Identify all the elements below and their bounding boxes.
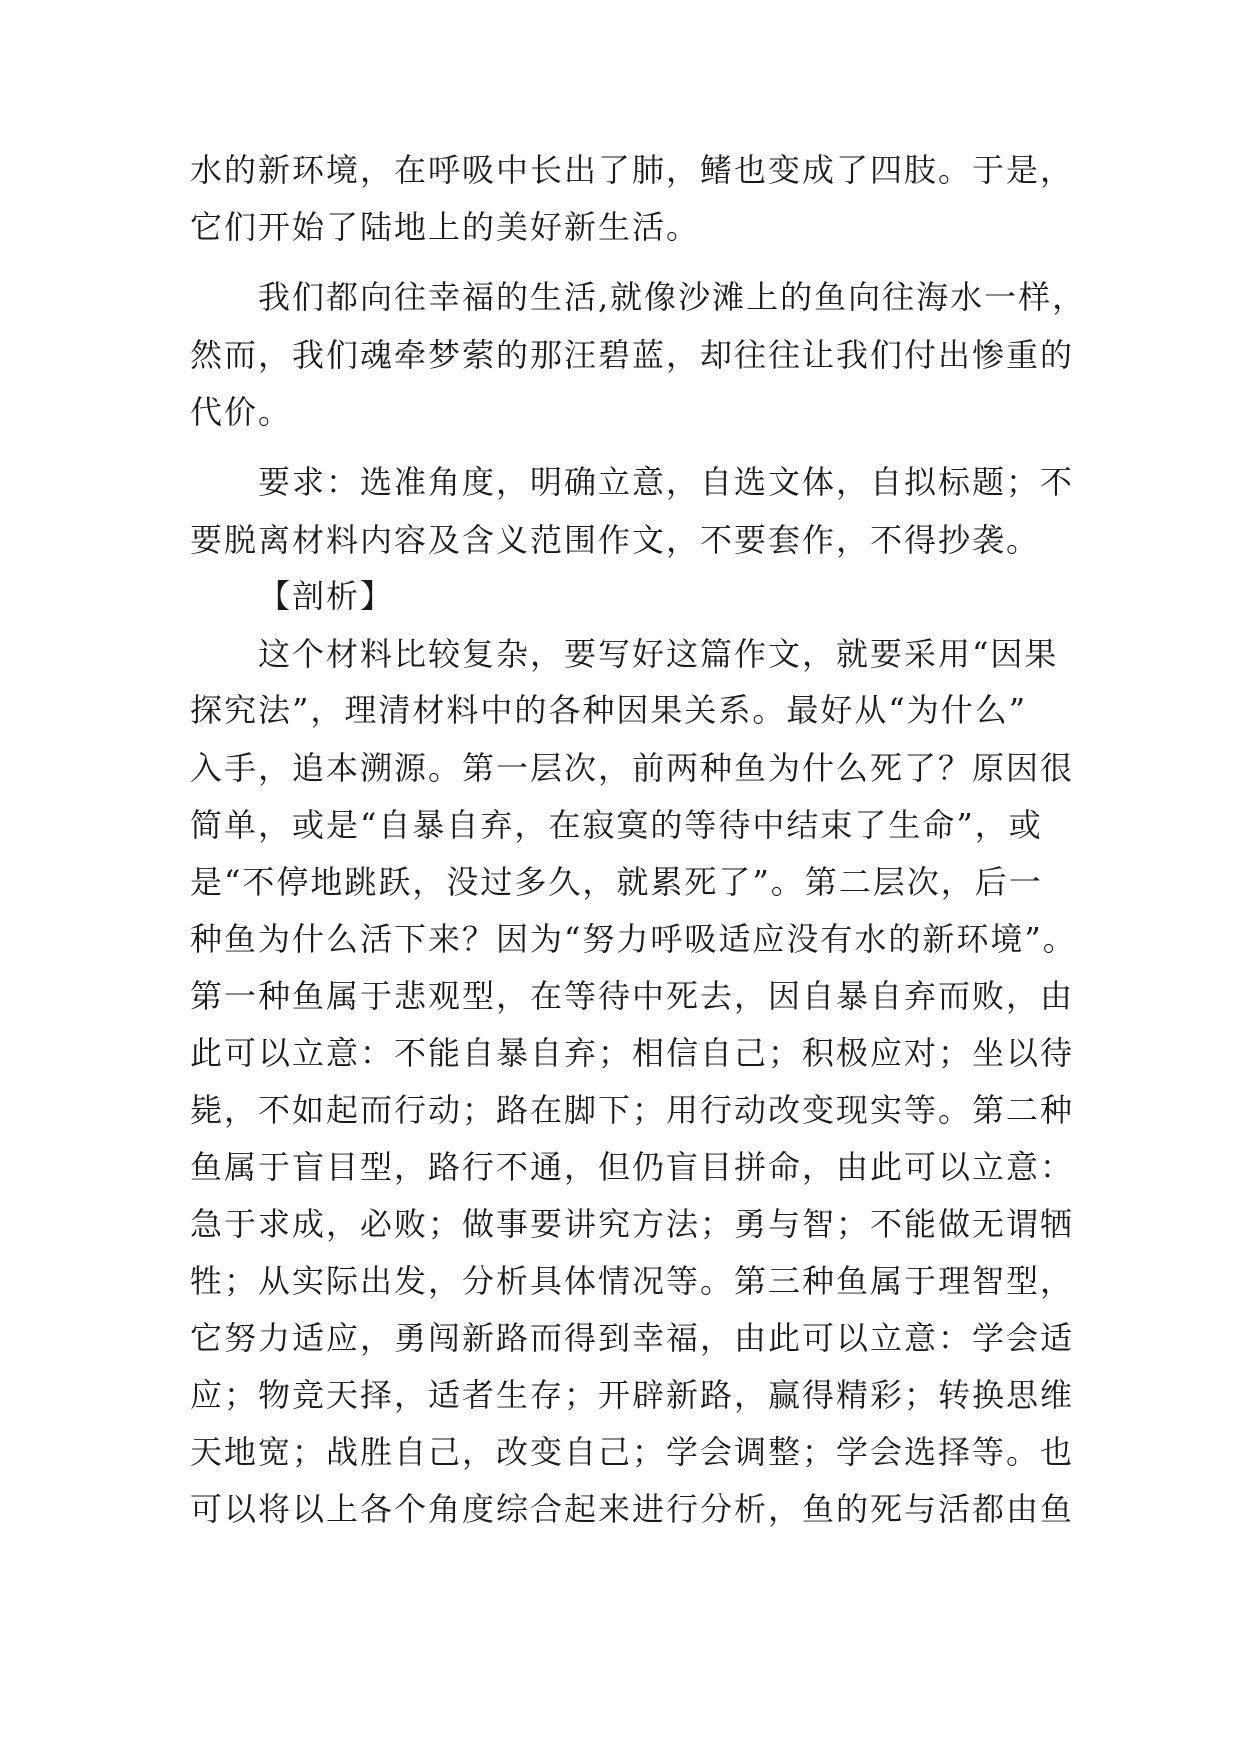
paragraph-line: 它努力适应，勇闯新路而得到幸福，由此可以立意：学会适	[190, 1319, 1075, 1357]
paragraph-line: 可以将以上各个角度综合起来进行分析，鱼的死与活都由鱼	[190, 1490, 1075, 1528]
paragraph-line: 鱼属于盲目型，路行不通，但仍盲目拼命，由此可以立意：	[190, 1148, 1075, 1186]
paragraph-line: 种鱼为什么活下来？因为“努力呼吸适应没有水的新环境”。	[190, 920, 1077, 958]
paragraph-line: 第一种鱼属于悲观型，在等待中死去，因自暴自弃而败，由	[190, 977, 1075, 1015]
paragraph-line: 代价。	[190, 393, 293, 431]
paragraph-line: 入手，追本溯源。第一层次，前两种鱼为什么死了？原因很	[190, 749, 1075, 787]
paragraph-line: 此可以立意：不能自暴自弃；相信自己；积极应对；坐以待	[190, 1034, 1075, 1072]
paragraph-line: 牲；从实际出发，分析具体情况等。第三种鱼属于理智型，	[190, 1262, 1075, 1300]
paragraph-line: 是“不停地跳跃，没过多久，就累死了”。第二层次，后一	[190, 863, 1043, 901]
section-heading: 【剖析】	[258, 577, 395, 615]
paragraph-line: 天地宽；战胜自己，改变自己；学会调整；学会选择等。也	[190, 1433, 1075, 1471]
paragraph-line: 水的新环境，在呼吸中长出了肺，鳍也变成了四肢。于是，	[190, 151, 1075, 189]
paragraph-line: 要求：选准角度，明确立意，自选文体，自拟标题；不	[258, 463, 1075, 501]
paragraph-line: 它们开始了陆地上的美好新生活。	[190, 208, 701, 246]
paragraph-line: 毙，不如起而行动；路在脚下；用行动改变现实等。第二种	[190, 1091, 1075, 1129]
paragraph-line: 要脱离材料内容及含义范围作文，不要套作，不得抄袭。	[190, 521, 1041, 559]
paragraph-line: 这个材料比较复杂，要写好这篇作文，就要采用“因果	[258, 635, 1059, 673]
paragraph-line: 然而，我们魂牵梦萦的那汪碧蓝，却往往让我们付出惨重的	[190, 336, 1075, 374]
paragraph-line: 急于求成，必败；做事要讲究方法；勇与智；不能做无谓牺	[190, 1205, 1075, 1243]
paragraph-line: 简单，或是“自暴自弃，在寂寞的等待中结束了生命”，或	[190, 806, 1043, 844]
paragraph-line: 探究法”，理清材料中的各种因果关系。最好从“为什么”	[190, 691, 1028, 729]
paragraph-line: 我们都向往幸福的生活,就像沙滩上的鱼向往海水一样，	[258, 278, 1087, 316]
paragraph-line: 应；物竞天择，适者生存；开辟新路，赢得精彩；转换思维	[190, 1376, 1075, 1414]
